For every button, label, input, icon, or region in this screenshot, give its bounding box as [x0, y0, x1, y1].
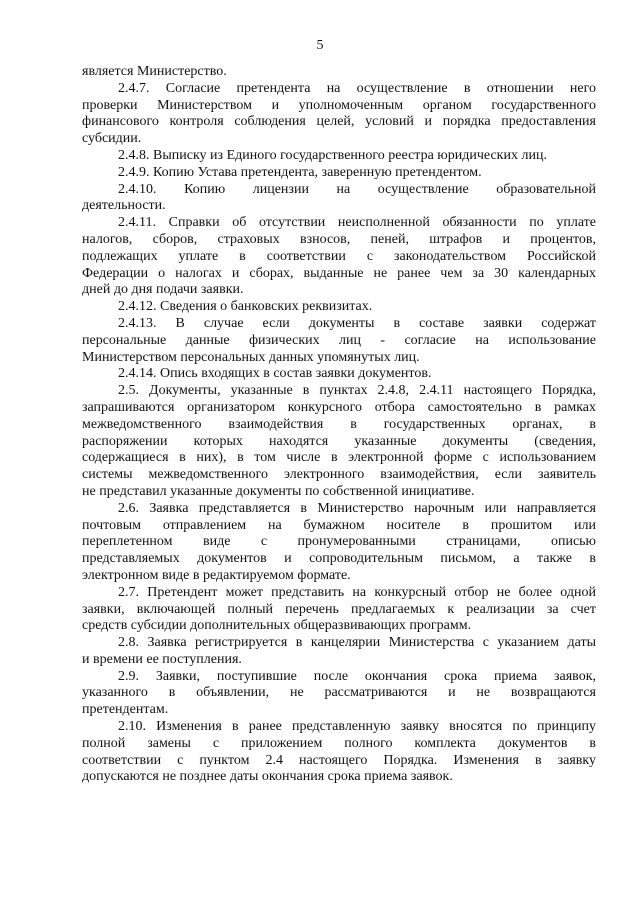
text-line: переплетенном виде с пронумерованными страницами, описью: [82, 534, 596, 550]
text-line: заявки, включающей полный перечень предлагаемых к реализации за счет: [82, 601, 596, 617]
text-line: не представил указанные документы по собственной инициативе.: [82, 483, 475, 499]
text-line: финансового контроля соблюдения целей, условий и порядка предоставления: [82, 114, 596, 130]
page-number: 5: [316, 38, 324, 53]
text-line: распоряжении которых находятся указанные документы (сведения,: [82, 433, 596, 449]
text-line: содержащиеся в них), в том числе в электронной форме с использованием: [82, 450, 596, 466]
text-line: подлежащих уплате в соответствии с законодательством Российской: [82, 248, 596, 264]
text-line: 2.8. Заявка регистрируется в канцелярии Министерства с указанием даты: [118, 635, 596, 651]
text-line: 2.4.9. Копию Устава претендента, заверенную претендентом.: [118, 164, 482, 180]
text-line: допускаются не позднее даты окончания срока приема заявок.: [82, 769, 453, 785]
text-line: субсидии.: [82, 131, 142, 147]
paragraph-2-8: [82, 635, 596, 669]
paragraph-2-5: [82, 383, 596, 501]
paragraph-2-6: [82, 501, 596, 585]
text-line: деятельности.: [82, 198, 166, 214]
text-line: 2.9. Заявки, поступившие после окончания срока приема заявок,: [118, 668, 596, 684]
text-line: 2.6. Заявка представляется в Министерство нарочным или направляется: [118, 500, 596, 516]
paragraph-2-4-12: [82, 299, 596, 316]
text-line: указанного в объявлении, не рассматриваются и не возвращаются: [82, 685, 596, 701]
text-line: почтовым отправлением на бумажном носителе в прошитом или: [82, 517, 596, 533]
text-line: полной замены с приложением полного комплекта документов в: [82, 735, 596, 751]
text-line: запрашиваются организатором конкурсного отбора самостоятельно в рамках: [82, 399, 596, 415]
text-line: 2.4.12. Сведения о банковских реквизитах.: [118, 299, 373, 315]
paragraph-2-4-8: [82, 148, 596, 165]
paragraph-2-4-9: [82, 165, 596, 182]
paragraph-2-4-10: [82, 182, 596, 216]
text-line: 2.7. Претендент может представить на конкурсный отбор не более одной: [118, 584, 596, 600]
text-line: 2.5. Документы, указанные в пунктах 2.4.8, 2.4.11 настоящего Порядка,: [118, 383, 596, 399]
paragraph-2-9: [82, 669, 596, 719]
text-line: дней до дня подачи заявки.: [82, 282, 244, 298]
text-line: 2.4.8. Выписку из Единого государственного реестра юридических лиц.: [118, 147, 547, 163]
text-line: 2.4.11. Справки об отсутствии неисполненной обязанности по уплате: [118, 215, 596, 231]
paragraph-2-4-7: [82, 81, 596, 148]
document-body: [82, 64, 596, 786]
text-line: персональные данные физических лиц - согласие на использование: [82, 332, 596, 348]
text-line: 2.4.10. Копию лицензии на осуществление образовательной: [118, 181, 596, 197]
text-line: соответствии с пунктом 2.4 настоящего Порядка. Изменения в заявку: [82, 752, 596, 768]
paragraph-2-4-11: [82, 215, 596, 299]
text-line: и времени ее поступления.: [82, 651, 242, 667]
text-line: электронном виде в редактируемом формате.: [82, 567, 351, 583]
text-line: 2.4.7. Согласие претендента на осуществление в отношении него: [118, 80, 596, 96]
text-line: 2.4.13. В случае если документы в составе заявки содержат: [118, 315, 596, 331]
text-line: Министерством персональных данных упомянутых лиц.: [82, 349, 420, 365]
text-line: представляемых документов и сопроводительным письмом, а также в: [82, 551, 596, 567]
paragraph-intro: [82, 64, 596, 81]
paragraph-2-7: [82, 585, 596, 635]
text-line: 2.4.14. Опись входящих в состав заявки документов.: [118, 366, 432, 382]
text-line: является Министерство.: [82, 64, 227, 79]
text-line: претендентам.: [82, 702, 169, 718]
text-line: системы межведомственного электронного взаимодействия, если заявитель: [82, 467, 596, 483]
paragraph-2-4-14: [82, 366, 596, 383]
text-line: средств субсидии дополнительных общеразвивающих программ.: [82, 618, 472, 634]
paragraph-2-4-13: [82, 316, 596, 366]
text-line: проверки Министерством и уполномоченным органом государственного: [82, 97, 596, 113]
text-line: 2.10. Изменения в ранее представленную заявку вносятся по принципу: [118, 719, 596, 735]
text-line: Федерации о налогах и сборах, выданные не ранее чем за 30 календарных: [82, 265, 596, 281]
text-line: налогов, сборов, страховых взносов, пеней, штрафов и процентов,: [82, 231, 596, 247]
text-line: межведомственного взаимодействия в государственных органах, в: [82, 416, 596, 432]
paragraph-2-10: [82, 719, 596, 786]
